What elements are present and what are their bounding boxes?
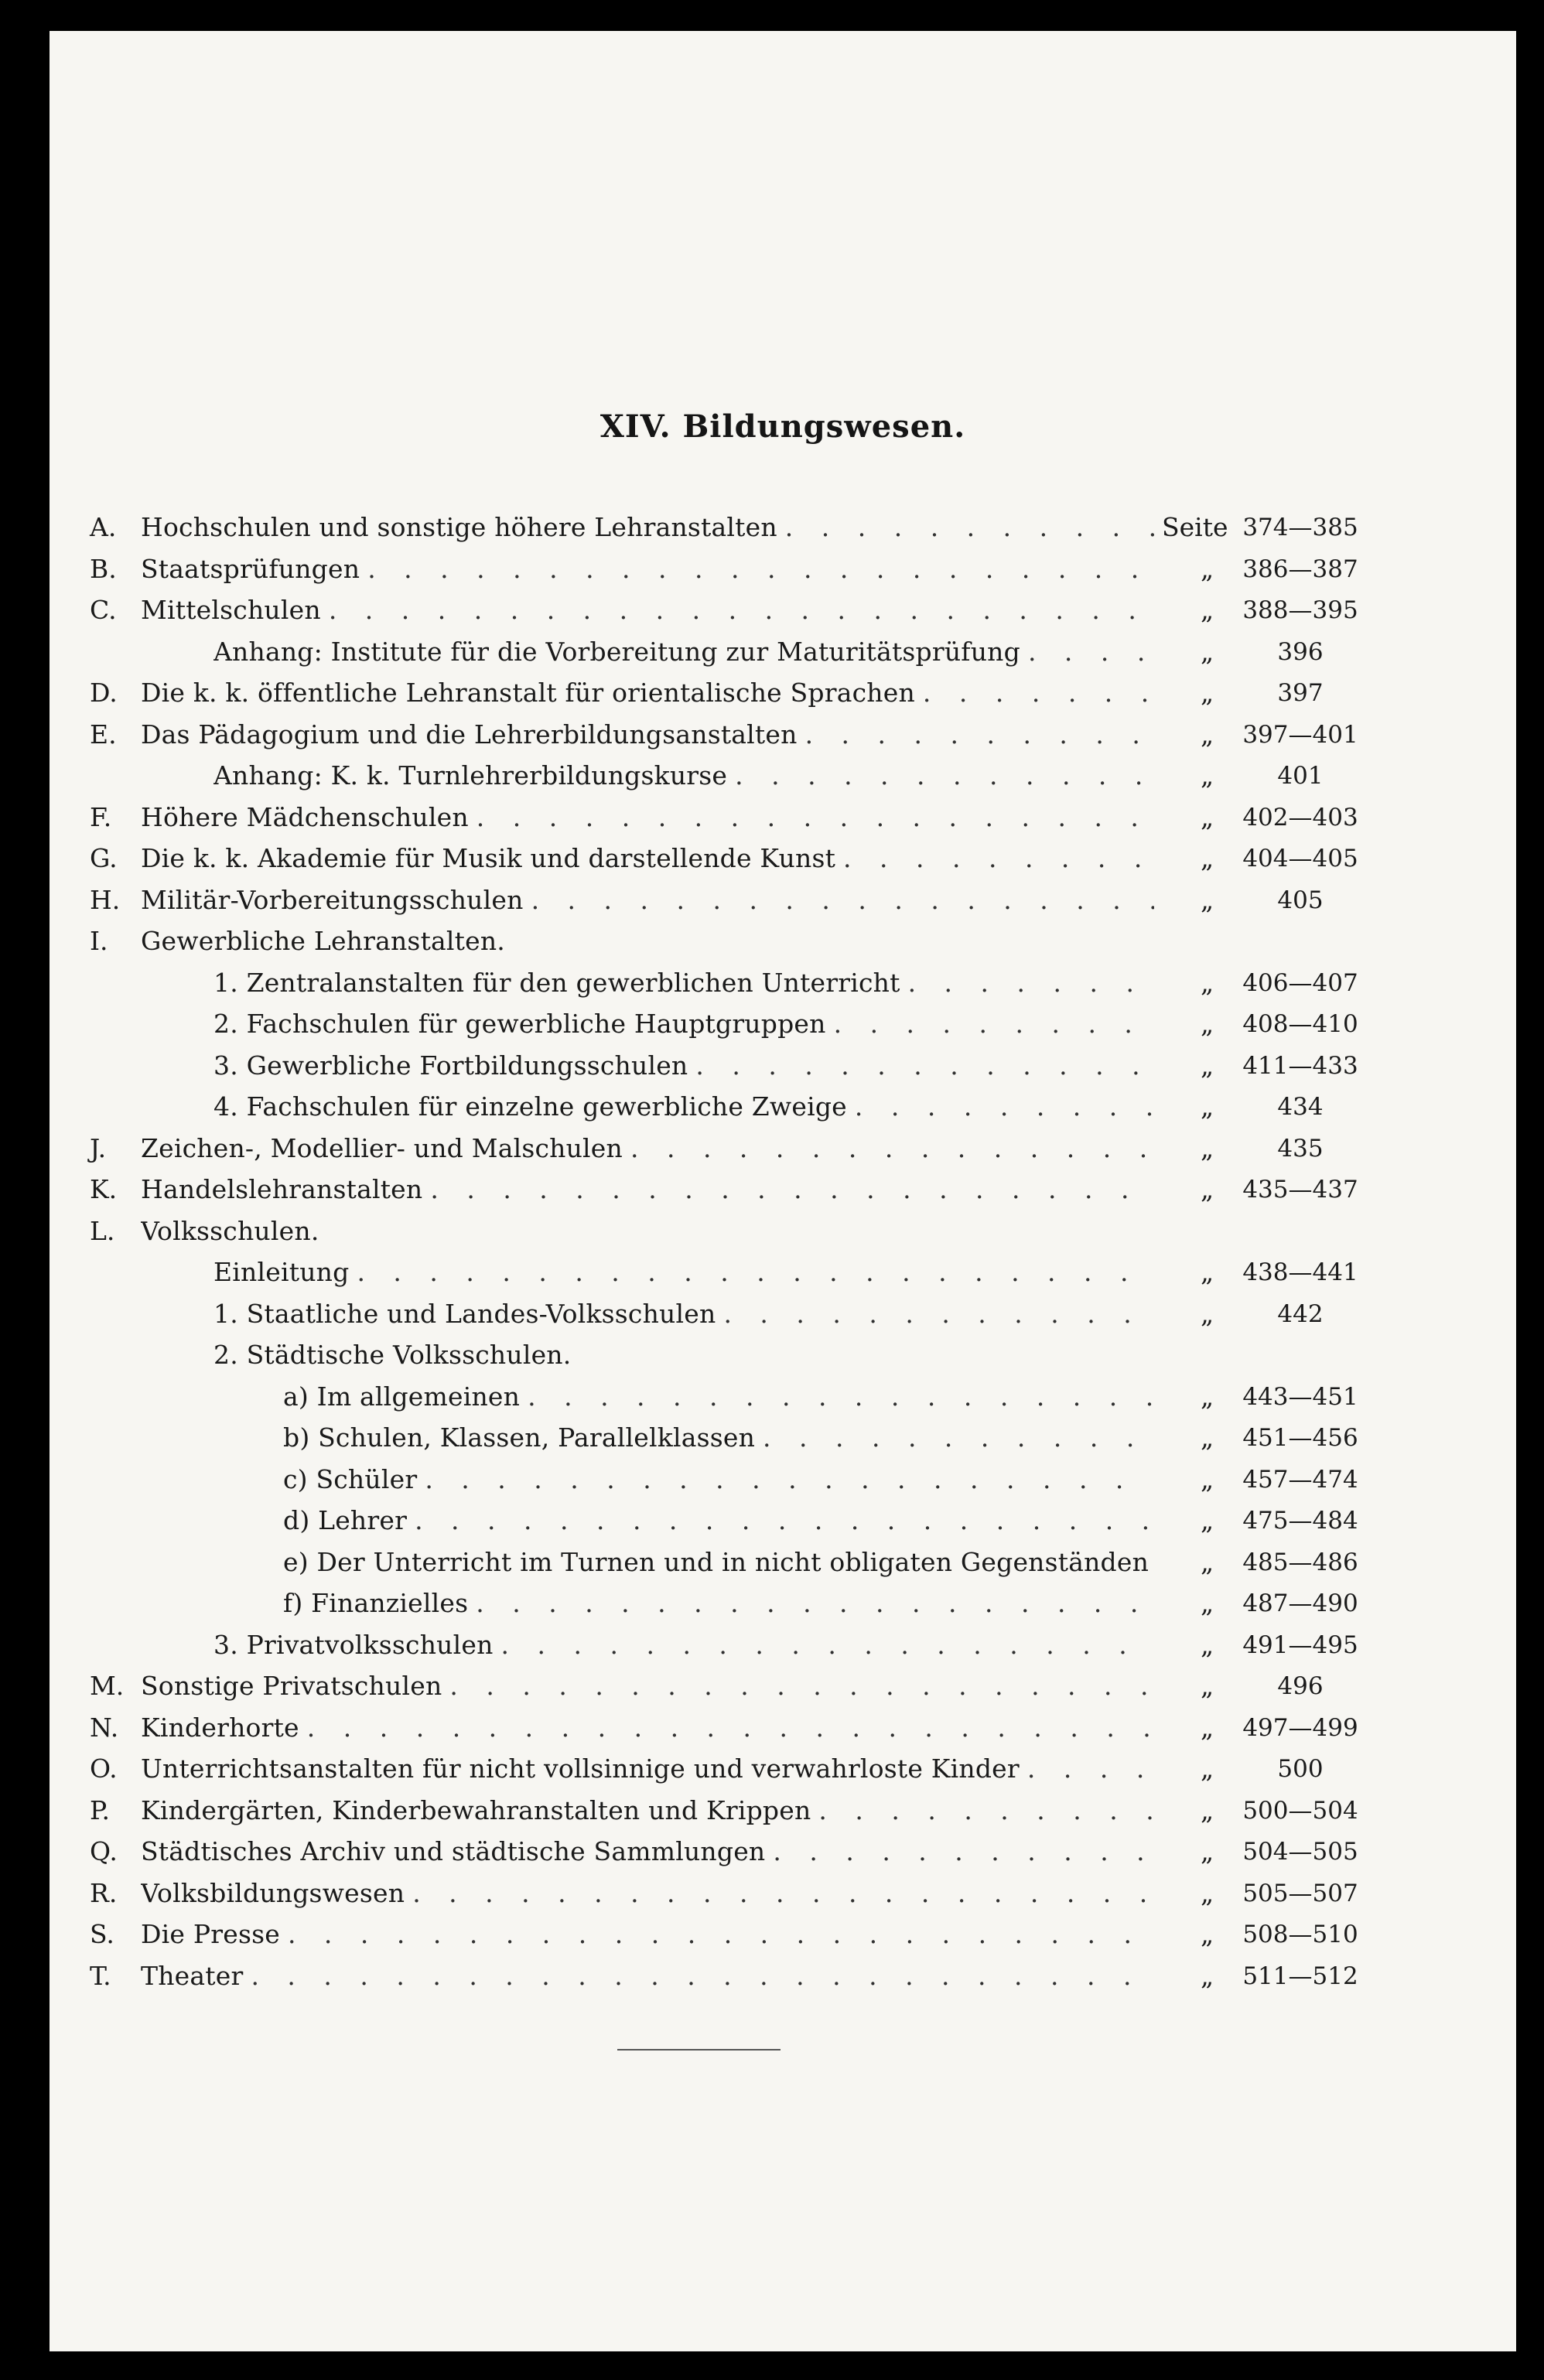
toc-letter: K. — [90, 1174, 118, 1204]
page-range: 443—451 — [1242, 1382, 1358, 1411]
dot-leader — [798, 714, 1154, 756]
dot-leader — [811, 1790, 1154, 1832]
page-range: 404—405 — [1242, 845, 1358, 872]
toc-title: 1. Staatliche und Landes-Volksschulen — [213, 1298, 716, 1329]
toc-letter: A. — [90, 512, 117, 542]
toc-entry — [141, 548, 1154, 590]
ditto-mark: „ — [1201, 843, 1214, 873]
table-of-contents — [50, 507, 1516, 2054]
toc-entry — [213, 1624, 1154, 1666]
dot-leader — [299, 1707, 1154, 1749]
page-range: 408—410 — [1242, 1010, 1358, 1038]
toc-row — [50, 1831, 1516, 1873]
toc-title: 2. Städtische Volksschulen. — [213, 1340, 572, 1370]
dot-leader — [727, 755, 1154, 797]
toc-title: 4. Fachschulen für einzelne gewerbliche Zweige — [213, 1091, 847, 1122]
ditto-mark: „ — [1201, 1671, 1214, 1701]
ditto-mark: „ — [1201, 801, 1214, 832]
toc-entry — [141, 1873, 1154, 1914]
toc-entry — [213, 1334, 1154, 1376]
dot-leader — [915, 672, 1154, 714]
toc-entry — [283, 1376, 1154, 1418]
dot-leader — [280, 1914, 1154, 1955]
toc-row — [50, 1542, 1516, 1583]
toc-entry — [141, 838, 1154, 879]
toc-row — [50, 1210, 1516, 1252]
ditto-mark: „ — [1201, 1877, 1214, 1908]
dot-leader — [360, 548, 1154, 590]
page-range: 438—441 — [1242, 1258, 1358, 1286]
toc-entry — [213, 1003, 1154, 1045]
toc-entry — [141, 507, 1154, 548]
document-page — [50, 31, 1516, 2351]
page-range: 457—474 — [1242, 1465, 1358, 1494]
toc-title: 1. Zentralanstalten für den gewerblichen Unterricht — [213, 967, 900, 998]
toc-row — [50, 1914, 1516, 1955]
ditto-mark: „ — [1201, 1257, 1214, 1287]
page-range: 491—495 — [1242, 1630, 1358, 1659]
ditto-mark: „ — [1201, 1753, 1214, 1784]
toc-title: Volksschulen. — [141, 1215, 319, 1246]
ditto-mark: „ — [1201, 595, 1214, 625]
dot-leader — [688, 1045, 1154, 1087]
toc-entry — [213, 1251, 1154, 1293]
toc-title: Die k. k. Akademie für Musik und darstellende Kunst — [141, 843, 836, 873]
toc-title: Die k. k. öffentliche Lehranstalt für orientalische Sprachen — [141, 678, 915, 708]
toc-row — [50, 1500, 1516, 1542]
toc-title: c) Schüler — [283, 1463, 418, 1494]
toc-entry — [141, 1169, 1154, 1210]
toc-title: Unterrichtsanstalten für nicht vollsinnige und verwahrloste Kinder — [141, 1753, 1020, 1784]
page-range: 451—456 — [1242, 1424, 1358, 1452]
dot-leader — [469, 797, 1154, 838]
page-range: 397 — [1277, 679, 1324, 707]
page-range: 435—437 — [1242, 1176, 1358, 1204]
toc-letter: P. — [90, 1794, 111, 1825]
toc-title: Zeichen-, Modellier- und Malschulen — [141, 1132, 623, 1163]
dot-leader — [243, 1955, 1154, 1997]
toc-row — [50, 1665, 1516, 1707]
dot-leader — [835, 838, 1154, 879]
toc-row — [50, 1417, 1516, 1459]
toc-letter: F. — [90, 801, 112, 832]
toc-row — [50, 507, 1516, 548]
toc-title: 3. Privatvolksschulen — [213, 1629, 494, 1660]
page-range: 405 — [1277, 886, 1324, 914]
closing-rule — [617, 2049, 781, 2050]
ditto-mark: „ — [1201, 1009, 1214, 1039]
toc-row — [50, 1955, 1516, 1997]
toc-title: Handelslehranstalten — [141, 1174, 423, 1204]
toc-entry — [141, 1748, 1154, 1790]
toc-entry — [213, 755, 1154, 797]
toc-title: Einleitung — [213, 1257, 350, 1287]
toc-row — [50, 962, 1516, 1004]
ditto-mark: „ — [1201, 678, 1214, 708]
ditto-mark: „ — [1201, 553, 1214, 584]
toc-row — [50, 1334, 1516, 1376]
dot-leader — [1149, 1542, 1154, 1583]
toc-row — [50, 631, 1516, 673]
dot-leader — [777, 507, 1154, 548]
toc-letter: B. — [90, 553, 117, 584]
toc-letter: C. — [90, 595, 117, 625]
ditto-mark: „ — [1201, 967, 1214, 998]
page-range: 511—512 — [1242, 1962, 1358, 1990]
toc-row — [50, 1128, 1516, 1170]
toc-letter: O. — [90, 1753, 118, 1784]
ditto-mark: „ — [1201, 1298, 1214, 1329]
toc-row — [50, 797, 1516, 838]
page-range: 397—401 — [1242, 720, 1358, 749]
page-range: 504—505 — [1242, 1838, 1358, 1866]
page-range: 496 — [1277, 1672, 1324, 1700]
toc-title: b) Schulen, Klassen, Parallelklassen — [283, 1422, 756, 1453]
toc-entry — [141, 589, 1154, 631]
ditto-mark: „ — [1201, 1836, 1214, 1866]
dot-leader — [520, 1376, 1154, 1418]
toc-row — [50, 672, 1516, 714]
toc-title: a) Im allgemeinen — [283, 1381, 521, 1412]
toc-entry — [141, 1128, 1154, 1170]
toc-entry — [141, 1210, 1154, 1252]
toc-letter: Q. — [90, 1836, 118, 1866]
toc-letter: T. — [90, 1960, 111, 1991]
toc-title: Kinderhorte — [141, 1712, 299, 1743]
toc-title: Mittelschulen — [141, 595, 321, 625]
dot-leader — [1020, 631, 1154, 673]
toc-row — [50, 589, 1516, 631]
ditto-mark: „ — [1201, 1381, 1214, 1412]
ditto-mark: „ — [1201, 719, 1214, 750]
toc-entry — [283, 1542, 1154, 1583]
toc-title: Hochschulen und sonstige höhere Lehranstalten — [141, 512, 777, 542]
ditto-mark: „ — [1201, 884, 1214, 915]
toc-row — [50, 920, 1516, 962]
page-range: 406—407 — [1242, 968, 1358, 997]
page-range: 475—484 — [1242, 1507, 1358, 1535]
toc-letter: S. — [90, 1919, 114, 1949]
toc-title: Das Pädagogium und die Lehrerbildungsanstalten — [141, 719, 798, 750]
dot-leader — [422, 1169, 1154, 1210]
dot-leader — [494, 1624, 1154, 1666]
toc-entry — [283, 1500, 1154, 1542]
toc-row — [50, 1251, 1516, 1293]
toc-entry — [283, 1459, 1154, 1501]
toc-row — [50, 1583, 1516, 1624]
toc-entry — [141, 1665, 1154, 1707]
toc-entry — [213, 1293, 1154, 1335]
page-range: 508—510 — [1242, 1921, 1358, 1948]
page-range: 401 — [1277, 762, 1324, 790]
dot-leader — [765, 1831, 1154, 1873]
toc-entry — [213, 1045, 1154, 1087]
toc-entry — [283, 1417, 1154, 1459]
toc-title: Theater — [141, 1960, 244, 1991]
toc-title: e) Der Unterricht im Turnen und in nicht obligaten Gegenständen — [283, 1546, 1149, 1577]
toc-row — [50, 1707, 1516, 1749]
toc-title: Militär-Vorbereitungsschulen — [141, 884, 524, 915]
toc-letter: L. — [90, 1215, 115, 1246]
toc-entry — [141, 1790, 1154, 1832]
ditto-mark: „ — [1201, 1422, 1214, 1453]
toc-title: Kindergärten, Kinderbewahranstalten und Krippen — [141, 1794, 811, 1825]
dot-leader — [755, 1417, 1154, 1459]
ditto-mark: „ — [1201, 1960, 1214, 1991]
ditto-mark: „ — [1201, 1174, 1214, 1204]
page-range: 402—403 — [1242, 803, 1358, 831]
dot-leader — [442, 1665, 1154, 1707]
toc-row — [50, 1293, 1516, 1335]
toc-entry — [141, 879, 1154, 921]
dot-leader — [405, 1873, 1154, 1914]
dot-leader — [349, 1251, 1154, 1293]
toc-title: Anhang: K. k. Turnlehrerbildungskurse — [213, 760, 728, 790]
toc-row — [50, 879, 1516, 921]
toc-letter: M. — [90, 1671, 125, 1701]
toc-row — [50, 1169, 1516, 1210]
dot-leader — [524, 879, 1154, 921]
dot-leader — [716, 1293, 1154, 1335]
ditto-mark: „ — [1201, 1794, 1214, 1825]
page-range: 485—486 — [1242, 1548, 1358, 1576]
section-heading: XIV. Bildungswesen. — [599, 408, 966, 445]
page-range: 374—385 — [1242, 514, 1358, 541]
toc-row — [50, 1003, 1516, 1045]
toc-row — [50, 548, 1516, 590]
ditto-mark: „ — [1201, 636, 1214, 667]
ditto-mark: „ — [1201, 1091, 1214, 1122]
toc-entry — [141, 920, 1154, 962]
dot-leader — [407, 1500, 1154, 1542]
toc-title: 3. Gewerbliche Fortbildungsschulen — [213, 1050, 688, 1081]
dot-leader — [900, 962, 1154, 1004]
toc-row — [50, 714, 1516, 756]
page-range: 505—507 — [1242, 1879, 1358, 1907]
toc-row — [50, 1376, 1516, 1418]
ditto-mark: „ — [1201, 1629, 1214, 1660]
toc-title: Städtisches Archiv und städtische Sammlungen — [141, 1836, 766, 1866]
toc-title: Staatsprüfungen — [141, 553, 360, 584]
ditto-mark: „ — [1201, 1546, 1214, 1577]
toc-title: Höhere Mädchenschulen — [141, 801, 469, 832]
page-range: 388—395 — [1242, 596, 1358, 624]
toc-row — [50, 755, 1516, 797]
toc-row — [50, 1045, 1516, 1087]
toc-entry — [213, 1086, 1154, 1128]
toc-title: f) Finanzielles — [283, 1588, 469, 1618]
toc-title: Gewerbliche Lehranstalten. — [141, 926, 505, 956]
toc-title: Sonstige Privatschulen — [141, 1671, 442, 1701]
toc-entry — [141, 797, 1154, 838]
ditto-mark: „ — [1201, 760, 1214, 790]
toc-row — [50, 1086, 1516, 1128]
toc-row — [50, 1873, 1516, 1914]
ditto-mark: „ — [1201, 1505, 1214, 1535]
toc-row — [50, 1748, 1516, 1790]
dot-leader — [417, 1459, 1154, 1501]
toc-letter: H. — [90, 884, 121, 915]
ditto-mark: „ — [1201, 1919, 1214, 1949]
page-range: 487—490 — [1242, 1590, 1358, 1617]
ditto-mark: „ — [1201, 1712, 1214, 1743]
toc-letter: I. — [90, 926, 108, 956]
toc-letter: J. — [90, 1132, 107, 1163]
page-range: 411—433 — [1242, 1051, 1358, 1080]
seite-label: Seite — [1162, 512, 1228, 542]
toc-row — [50, 838, 1516, 879]
page-range: 435 — [1277, 1134, 1324, 1163]
toc-entry — [283, 1583, 1154, 1624]
toc-letter: G. — [90, 843, 118, 873]
toc-letter: E. — [90, 719, 117, 750]
toc-entry — [141, 1707, 1154, 1749]
ditto-mark: „ — [1201, 1588, 1214, 1618]
page-range: 386—387 — [1242, 555, 1358, 583]
toc-title: Volksbildungswesen — [141, 1877, 405, 1908]
toc-entry — [141, 1831, 1154, 1873]
toc-letter: N. — [90, 1712, 119, 1743]
dot-leader — [623, 1128, 1154, 1170]
toc-title: d) Lehrer — [283, 1505, 408, 1535]
toc-title: 2. Fachschulen für gewerbliche Hauptgruppen — [213, 1009, 826, 1039]
ditto-mark: „ — [1201, 1050, 1214, 1081]
toc-letter: R. — [90, 1877, 118, 1908]
toc-row — [50, 1790, 1516, 1832]
page-range: 396 — [1277, 637, 1324, 666]
toc-entry — [213, 631, 1154, 673]
dot-leader — [321, 589, 1154, 631]
toc-title: Die Presse — [141, 1919, 280, 1949]
page-range: 442 — [1277, 1299, 1324, 1328]
dot-leader — [468, 1583, 1154, 1624]
toc-entry — [141, 672, 1154, 714]
toc-letter: D. — [90, 678, 118, 708]
page-range: 497—499 — [1242, 1713, 1358, 1742]
ditto-mark: „ — [1201, 1463, 1214, 1494]
dot-leader — [847, 1086, 1154, 1128]
toc-title: Anhang: Institute für die Vorbereitung zur Maturitätsprüfung — [213, 636, 1020, 667]
dot-leader — [826, 1003, 1154, 1045]
ditto-mark: „ — [1201, 1132, 1214, 1163]
page-range: 434 — [1277, 1093, 1324, 1121]
toc-entry — [141, 1914, 1154, 1955]
page-range: 500 — [1277, 1755, 1324, 1783]
dot-leader — [1020, 1748, 1154, 1790]
toc-entry — [141, 714, 1154, 756]
page-range: 500—504 — [1242, 1796, 1358, 1825]
toc-entry — [213, 962, 1154, 1004]
toc-row — [50, 1624, 1516, 1666]
toc-entry — [141, 1955, 1154, 1997]
toc-row — [50, 1459, 1516, 1501]
